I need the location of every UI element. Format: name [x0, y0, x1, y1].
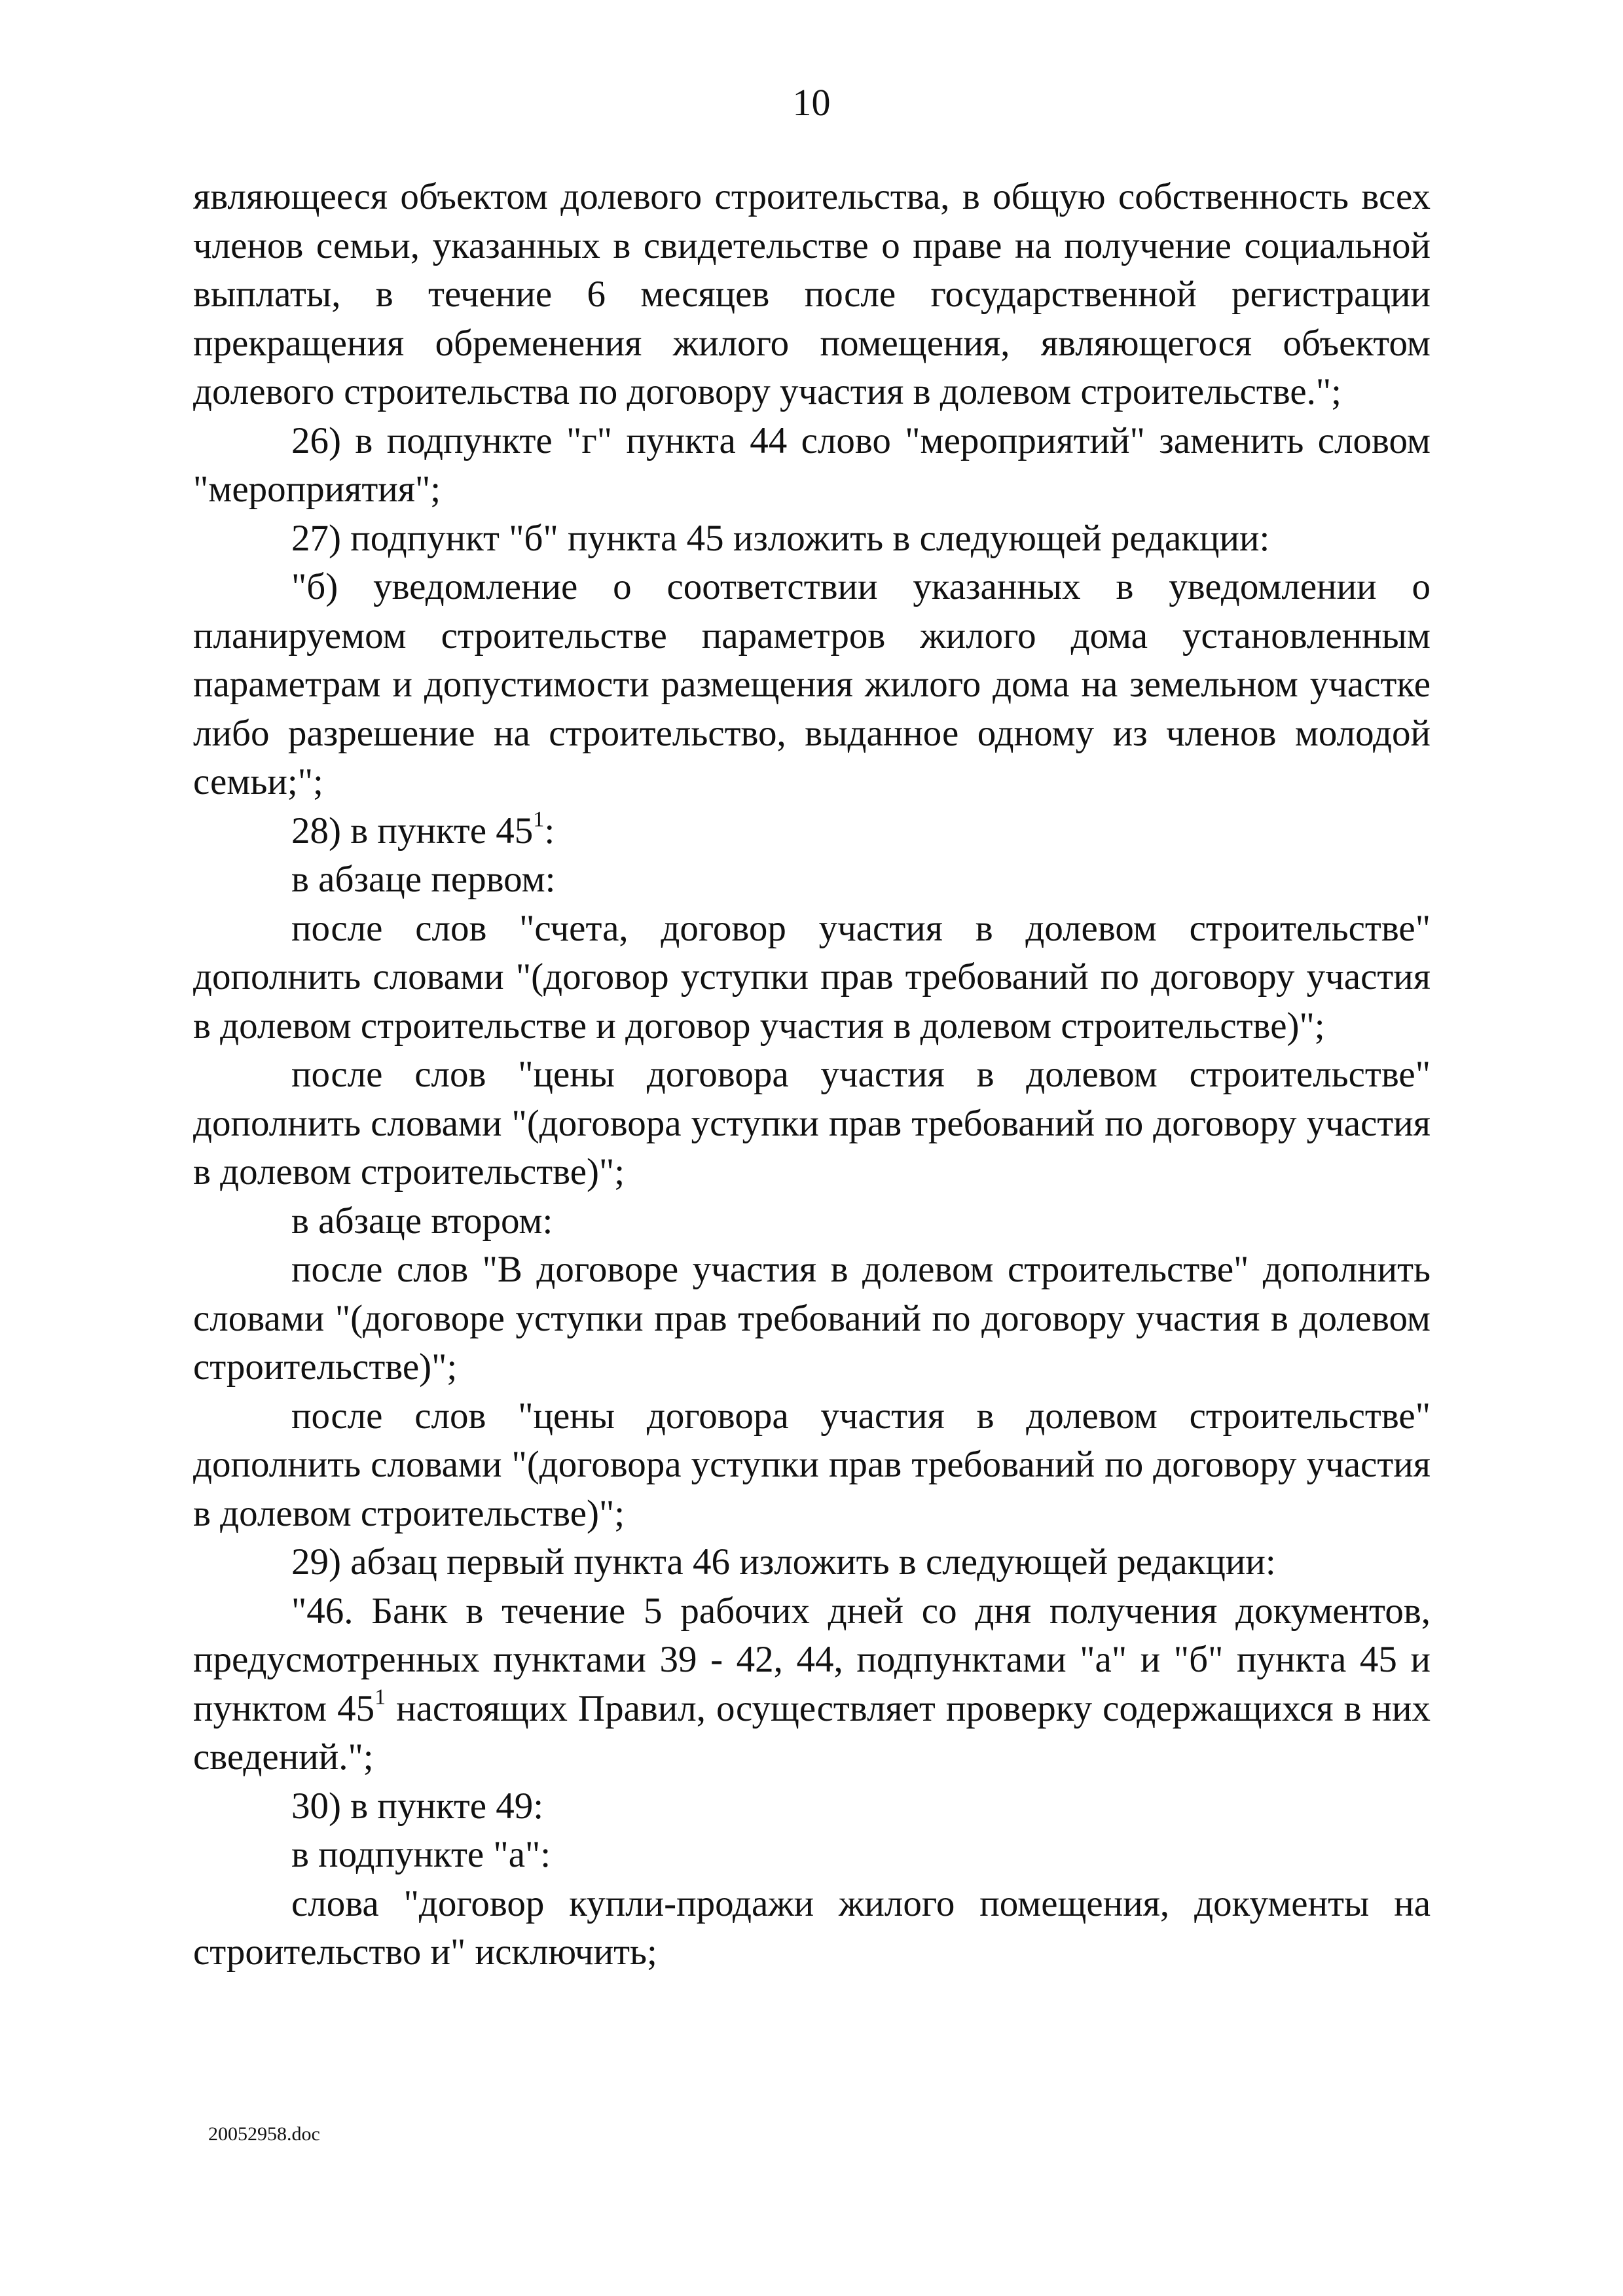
paragraph-amendment-2: после слов "цены договора участия в долевом строительстве" дополнить словами "(договора уступки прав требований по договору участия в долевом строительстве)"; — [193, 1054, 1431, 1193]
paragraph-amendment-3: после слов "В договоре участия в долевом строительстве" дополнить словами "(договоре уступки прав требований по договору участия в долевом строительстве)"; — [193, 1249, 1431, 1388]
paragraph-second-abzac: в абзаце втором: — [291, 1200, 553, 1242]
item-29-text-after: настоящих Правил, осуществляет проверку содержащихся в них сведений."; — [193, 1687, 1431, 1778]
paragraph-item-26: 26) в подпункте "г" пункта 44 слово "мероприятий" заменить словом "мероприятия"; — [193, 420, 1431, 510]
footer-filename: 20052958.doc — [208, 2123, 320, 2145]
paragraph-subitem-a-text: слова "договор купли-продажи жилого помещения, документы на строительство и" исключить; — [193, 1882, 1431, 1973]
document-body — [193, 173, 1431, 1977]
paragraph-amendment-1: после слов "счета, договор участия в долевом строительстве" дополнить словами "(договор уступки прав требований по договору участия в долевом строительстве и договор участия в долевом строительстве)"; — [193, 907, 1431, 1047]
paragraph-item-27: 27) подпункт "б" пункта 45 изложить в следующей редакции: — [291, 517, 1270, 559]
paragraph-subitem-a: в подпункте "а": — [291, 1834, 551, 1875]
page-number: 10 — [792, 81, 831, 124]
item-28-text-after: : — [544, 810, 555, 852]
paragraph-item-29: 29) абзац первый пункта 46 изложить в следующей редакции: — [291, 1541, 1276, 1583]
item-28-text: 28) в пункте 45 — [291, 810, 534, 852]
paragraph-item-30: 30) в пункте 49: — [291, 1785, 544, 1827]
paragraph-item-29-text — [193, 1587, 1431, 1782]
paragraph-continuation: являющееся объектом долевого строительства, в общую собственность всех членов семьи, указанных в свидетельстве о праве на получение социальной выплаты, в течение 6 месяцев после государственной регистрации прекращения обременения жилого помещения, являющегося объектом долевого строительства по договору участия в долевом строительстве."; — [193, 176, 1431, 412]
paragraph-item-27-text: "б) уведомление о соответствии указанных в уведомлении о планируемом строительстве параметров жилого дома установленным параметрам и допустимости размещения жилого дома на земельном участке либо разрешение на строительство, выданное одному из членов молодой семьи;"; — [193, 566, 1431, 802]
item-29-text: "46. Банк в течение 5 рабочих дней со дня получения документов, предусмотренных пунктами 39 - 42, 44, подпунктами "а" и "б" пункта 45 и пунктом 45 — [193, 1590, 1431, 1729]
item-28-superscript: 1 — [533, 807, 545, 831]
paragraph-item-28 — [193, 807, 1431, 856]
paragraph-first-abzac: в абзаце первом: — [291, 859, 556, 900]
paragraph-amendment-4: после слов "цены договора участия в долевом строительстве" дополнить словами "(договора уступки прав требований по договору участия в долевом строительстве)"; — [193, 1395, 1431, 1534]
item-29-superscript: 1 — [374, 1685, 386, 1709]
